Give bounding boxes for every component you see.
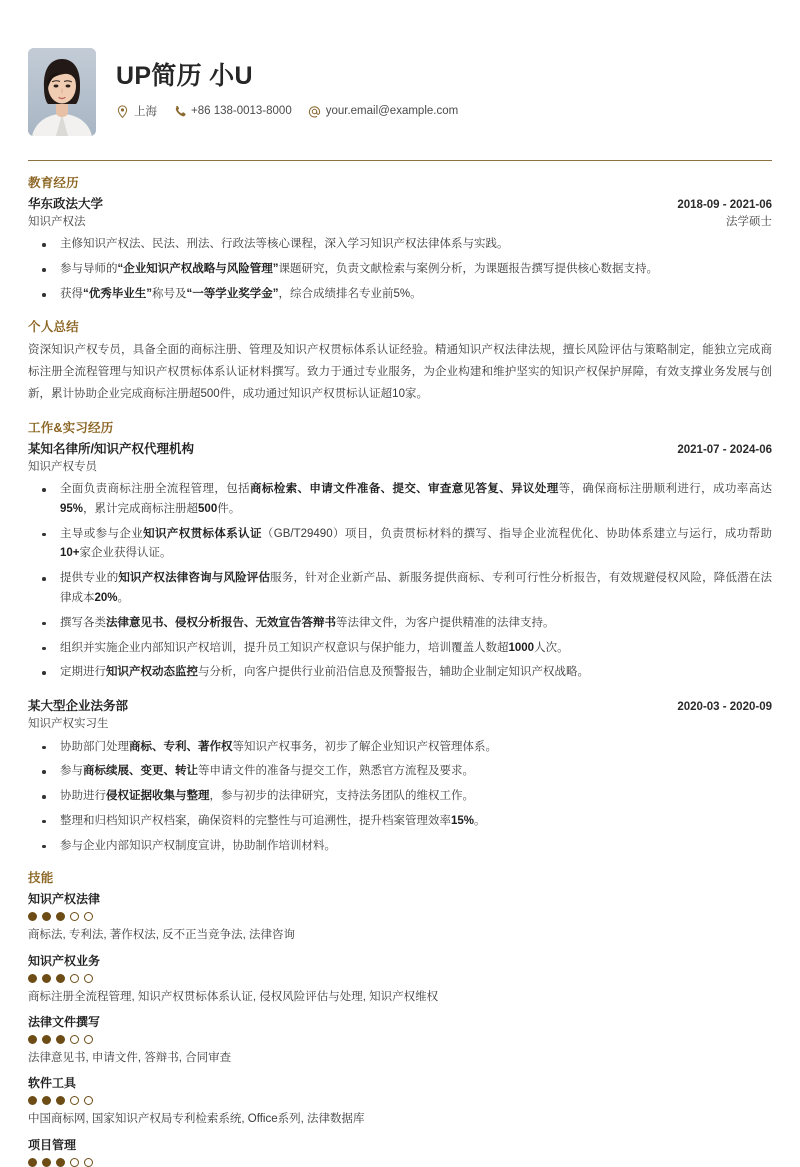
work-entry-head — [28, 697, 772, 716]
school-name: 华东政法大学 — [28, 196, 104, 211]
email-at-icon — [308, 105, 321, 118]
skill-rating — [28, 974, 772, 983]
header-divider — [28, 160, 772, 161]
skill-rating-dot — [70, 1158, 79, 1167]
skill-description: 中国商标网, 国家知识产权局专利检索系统, Office系列, 法律数据库 — [28, 1113, 365, 1126]
section-title-summary: 个人总结 — [28, 319, 79, 334]
skill-rating-dot — [84, 1158, 93, 1167]
bullet-item: 参与商标续展、变更、转让等申请文件的准备与提交工作，熟悉官方流程及要求。 — [28, 762, 772, 782]
skill-description: 商标法, 专利法, 著作权法, 反不正当竞争法, 法律咨询 — [28, 929, 296, 942]
work-entry — [28, 697, 772, 856]
work-dates: 2021-07 - 2024-06 — [677, 443, 772, 456]
skill-rating-dot — [70, 1096, 79, 1105]
skill-rating — [28, 1035, 772, 1044]
skill-description: 法律意见书, 申请文件, 答辩书, 合同审查 — [28, 1052, 232, 1065]
contact-list — [116, 103, 772, 119]
bullet-item: 提供专业的知识产权法律咨询与风险评估服务，针对企业新产品、新服务提供商标、专利可行性分析报告，有效规避侵权风险，降低潜在法律成本20%。 — [28, 569, 772, 609]
skill-rating-dot — [56, 1096, 65, 1105]
section-title-education: 教育经历 — [28, 176, 79, 190]
skill-rating-dot — [56, 974, 65, 983]
resume-header — [28, 0, 772, 136]
education-degree: 法学硕士 — [726, 216, 772, 229]
skill-rating-dot — [28, 912, 37, 921]
company-name: 某知名律所/知识产权代理机构 — [28, 441, 194, 456]
contact-phone-value: +86 138-0013-8000 — [191, 105, 292, 117]
education-entry — [28, 195, 772, 305]
phone-icon — [173, 105, 186, 118]
education-bullets — [28, 235, 772, 304]
education-major: 知识产权法 — [28, 216, 86, 229]
contact-email — [308, 105, 458, 118]
skill-name: 法律文件撰写 — [28, 1015, 101, 1030]
skill-rating-dot — [70, 1035, 79, 1044]
skill-rating — [28, 912, 772, 921]
skill-name: 知识产权法律 — [28, 892, 101, 907]
bullet-item: 定期进行知识产权动态监控与分析，向客户提供行业前沿信息及预警报告，辅助企业制定知识产权战略。 — [28, 663, 772, 683]
work-entry-sub — [28, 716, 772, 733]
work-entry-sub — [28, 459, 772, 476]
skill-item — [28, 1074, 772, 1128]
work-bullets — [28, 480, 772, 683]
skill-rating — [28, 1096, 772, 1105]
bullet-item: 组织并实施企业内部知识产权培训，提升员工知识产权意识与保护能力，培训覆盖人数超1000人次。 — [28, 639, 772, 659]
contact-phone — [173, 105, 292, 118]
skill-rating-dot — [42, 1035, 51, 1044]
bullet-item: 参与导师的“企业知识产权战略与风险管理”课题研究，负责文献检索与案例分析，为课题报告撰写提供核心数据支持。 — [28, 260, 772, 280]
skill-rating-dot — [70, 974, 79, 983]
skill-item — [28, 952, 772, 1006]
skill-rating-dot — [28, 1096, 37, 1105]
bullet-item: 整理和归档知识产权档案，确保资料的完整性与可追溯性，提升档案管理效率15%。 — [28, 812, 772, 832]
skill-rating-dot — [28, 974, 37, 983]
bullet-item: 撰写各类法律意见书、侵权分析报告、无效宣告答辩书等法律文件，为客户提供精准的法律支持。 — [28, 614, 772, 634]
contact-email-value: your.email@example.com — [325, 105, 459, 117]
work-bullets — [28, 738, 772, 857]
bullet-item: 主修知识产权法、民法、刑法、行政法等核心课程，深入学习知识产权法律体系与实践。 — [28, 235, 772, 255]
section-work — [28, 420, 772, 857]
bullet-item: 全面负责商标注册全流程管理，包括商标检索、申请文件准备、提交、审查意见答复、异议处理等，确保商标注册顺利进行，成功率高达95%，累计完成商标注册超500件。 — [28, 480, 772, 520]
section-title-skills: 技能 — [28, 871, 54, 886]
skill-rating-dot — [84, 912, 93, 921]
summary-text: 资深知识产权专员，具备全面的商标注册、管理及知识产权贯标体系认证经验。精通知识产权法律法规，擅长风险评估与策略制定，能独立完成商标注册全流程管理与知识产权贯标体系认证材料撰写。致力于通过专业服务，为企业构建和维护坚实的知识产权保护屏障，有效支撑业务发展与创新，累计协助企业完成商标注册超500件，成功通过知识产权贯标认证超10家。 — [28, 343, 772, 401]
skill-rating-dot — [84, 1096, 93, 1105]
skill-item — [28, 890, 772, 944]
avatar — [28, 48, 96, 136]
bullet-item: 协助进行侵权证据收集与整理，参与初步的法律研究，支持法务团队的维权工作。 — [28, 787, 772, 807]
skill-rating-dot — [42, 912, 51, 921]
bullet-item: 协助部门处理商标、专利、著作权等知识产权事务，初步了解企业知识产权管理体系。 — [28, 738, 772, 758]
skill-rating-dot — [28, 1035, 37, 1044]
skill-rating-dot — [56, 1035, 65, 1044]
work-entry — [28, 440, 772, 683]
skill-rating — [28, 1158, 772, 1167]
skill-name: 知识产权业务 — [28, 953, 101, 968]
work-dates: 2020-03 - 2020-09 — [677, 701, 772, 714]
skill-rating-dot — [42, 974, 51, 983]
company-name: 某大型企业法务部 — [28, 699, 129, 714]
skill-rating-dot — [84, 1035, 93, 1044]
skill-rating-dot — [42, 1158, 51, 1167]
section-education — [28, 175, 772, 305]
job-title: 知识产权专员 — [28, 460, 97, 473]
skill-description: 商标注册全流程管理, 知识产权贯标体系认证, 侵权风险评估与处理, 知识产权维权 — [28, 990, 439, 1003]
bullet-item: 参与企业内部知识产权制度宣讲，协助制作培训材料。 — [28, 837, 772, 857]
contact-location-value: 上海 — [134, 106, 157, 118]
skill-name: 项目管理 — [28, 1137, 77, 1152]
bullet-item: 获得“优秀毕业生”称号及“一等学业奖学金”，综合成绩排名专业前5%。 — [28, 285, 772, 305]
job-title: 知识产权实习生 — [28, 718, 109, 731]
section-summary — [28, 319, 772, 406]
contact-location — [116, 103, 157, 119]
identity-block — [116, 61, 772, 123]
section-skills — [28, 870, 772, 1166]
skill-rating-dot — [42, 1096, 51, 1105]
work-entry-head — [28, 440, 772, 459]
education-dates: 2018-09 - 2021-06 — [677, 198, 772, 211]
location-pin-icon — [116, 105, 129, 118]
bullet-item: 主导或参与企业知识产权贯标体系认证（GB/T29490）项目，负责贯标材料的撰写、指导企业流程优化、协助体系建立与运行，成功帮助10+家企业获得认证。 — [28, 525, 772, 565]
skill-rating-dot — [56, 912, 65, 921]
skill-name: 软件工具 — [28, 1076, 77, 1091]
skill-item — [28, 1136, 772, 1167]
section-title-work: 工作&实习经历 — [28, 420, 114, 435]
skill-item — [28, 1013, 772, 1067]
skill-rating-dot — [70, 912, 79, 921]
skill-rating-dot — [56, 1158, 65, 1167]
skill-rating-dot — [84, 974, 93, 983]
education-entry-head — [28, 195, 772, 214]
skill-rating-dot — [28, 1158, 37, 1167]
page-title: UP简历 小U — [116, 62, 253, 90]
education-entry-sub — [28, 214, 772, 231]
skills-list — [28, 890, 772, 1167]
